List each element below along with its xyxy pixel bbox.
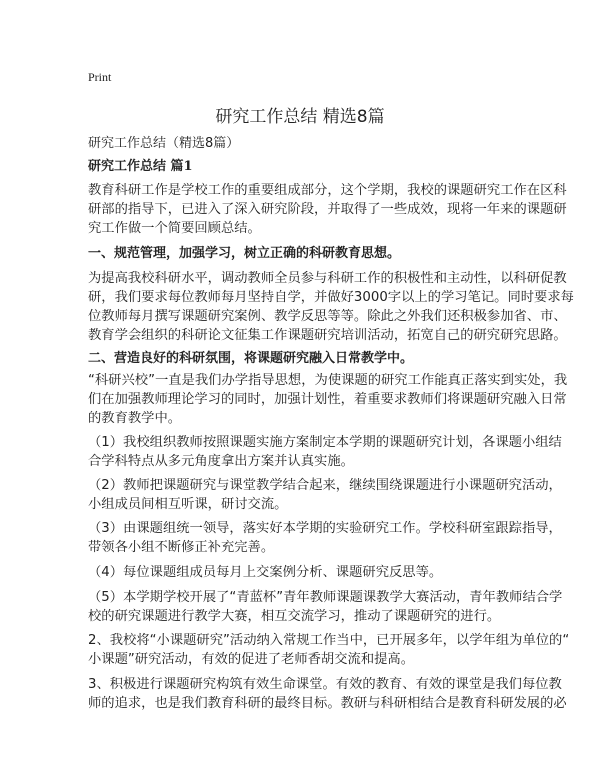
text-line: （5）本学期学校开展了“青蓝杯”青年教师课题课教学大赛活动，青年教师结合学 xyxy=(88,590,563,605)
text-line: 3、积极进行课题研究构筑有效生命课堂。有效的教育、有效的课堂是我们每位教 xyxy=(88,677,562,692)
text-line: 2、我校将“小课题研究”活动纳入常规工作当中，已开展多年，以学年组为单位的“ xyxy=(88,633,570,648)
page-title: 研究工作总结 精选8篇 xyxy=(215,107,385,127)
text-line: 研，我们要求每位教师每月坚持自学，并做好3000字以上的学习笔记。同时要求每 xyxy=(88,290,574,305)
text-line: 们在加强教师理论学习的同时，加强计划性，着重要求教师们将课题研究融入日常 xyxy=(88,392,567,407)
text-line: 合学科特点从多元角度拿出方案并认真实施。 xyxy=(88,454,354,469)
paragraph xyxy=(88,181,567,238)
paragraph xyxy=(88,269,574,345)
section-heading: 研究工作总结 篇1 xyxy=(88,159,193,174)
text-line: 小组成员间相互听课，研讨交流。 xyxy=(88,497,288,512)
text-line: 教育学会组织的科研论文征集工作课题研究培训活动，拓宽自己的研究研究思路。 xyxy=(88,328,567,343)
heading-1: 一、规范管理，加强学习，树立正确的科研教育思想。 xyxy=(88,246,401,261)
list-item xyxy=(88,588,563,626)
text-line: （4）每位课题组成员每月上交案例分析、课题研究反思等。 xyxy=(88,565,443,580)
paragraph xyxy=(88,675,567,713)
text-line: （2）教师把课题研究与课堂教学结合起来，继续围绕课题进行小课题研究活动， xyxy=(88,478,562,493)
heading-2: 二、营造良好的科研氛围，将课题研究融入日常教学中。 xyxy=(88,351,414,366)
text-line: 师的追求，也是我们教育科研的最终目标。教研与科研相结合是教育科研发展的必 xyxy=(88,696,567,711)
text-line: 为提高我校科研水平，调动教师全员参与科研工作的积极性和主动性，以科研促教 xyxy=(88,271,567,286)
print-link[interactable]: Print xyxy=(88,70,112,84)
text-line: 究工作做一个简要回顾总结。 xyxy=(88,221,261,236)
text-line: 研部的指导下，已进入了深入研究阶段，并取得了一些成效，现将一年来的课题研 xyxy=(88,202,567,217)
list-item xyxy=(88,519,562,557)
text-line: 小课题”研究活动，有效的促进了老师香胡交流和提高。 xyxy=(88,652,415,667)
text-line: 校的研究课题进行教学大赛，相互交流学习，推动了课题研究的进行。 xyxy=(88,609,501,624)
text-line: （3）由课题组统一领导，落实好本学期的实验研究工作。学校科研室跟踪指导， xyxy=(88,521,562,536)
text-line: 的教育教学中。 xyxy=(88,411,182,426)
subtitle: 研究工作总结（精选8篇） xyxy=(88,136,240,151)
paragraph xyxy=(88,631,570,669)
text-line: 带领各小组不断修正补充完善。 xyxy=(88,540,275,555)
list-item xyxy=(88,563,528,582)
text-line: （1）我校组织教师按照课题实施方案制定本学期的课题研究计划，各课题小组结 xyxy=(88,435,562,450)
text-line: 教育科研工作是学校工作的重要组成部分，这个学期，我校的课题研究工作在区科 xyxy=(88,183,567,198)
list-item xyxy=(88,476,562,514)
list-item xyxy=(88,433,562,471)
text-line: 位教师每月撰写课题研究案例、教学反思等等。除此之外我们还积极参加省、市、 xyxy=(88,309,567,324)
paragraph xyxy=(88,371,568,428)
text-line: “科研兴校”一直是我们办学指导思想，为使课题的研究工作能真正落实到实处，我 xyxy=(88,373,568,388)
